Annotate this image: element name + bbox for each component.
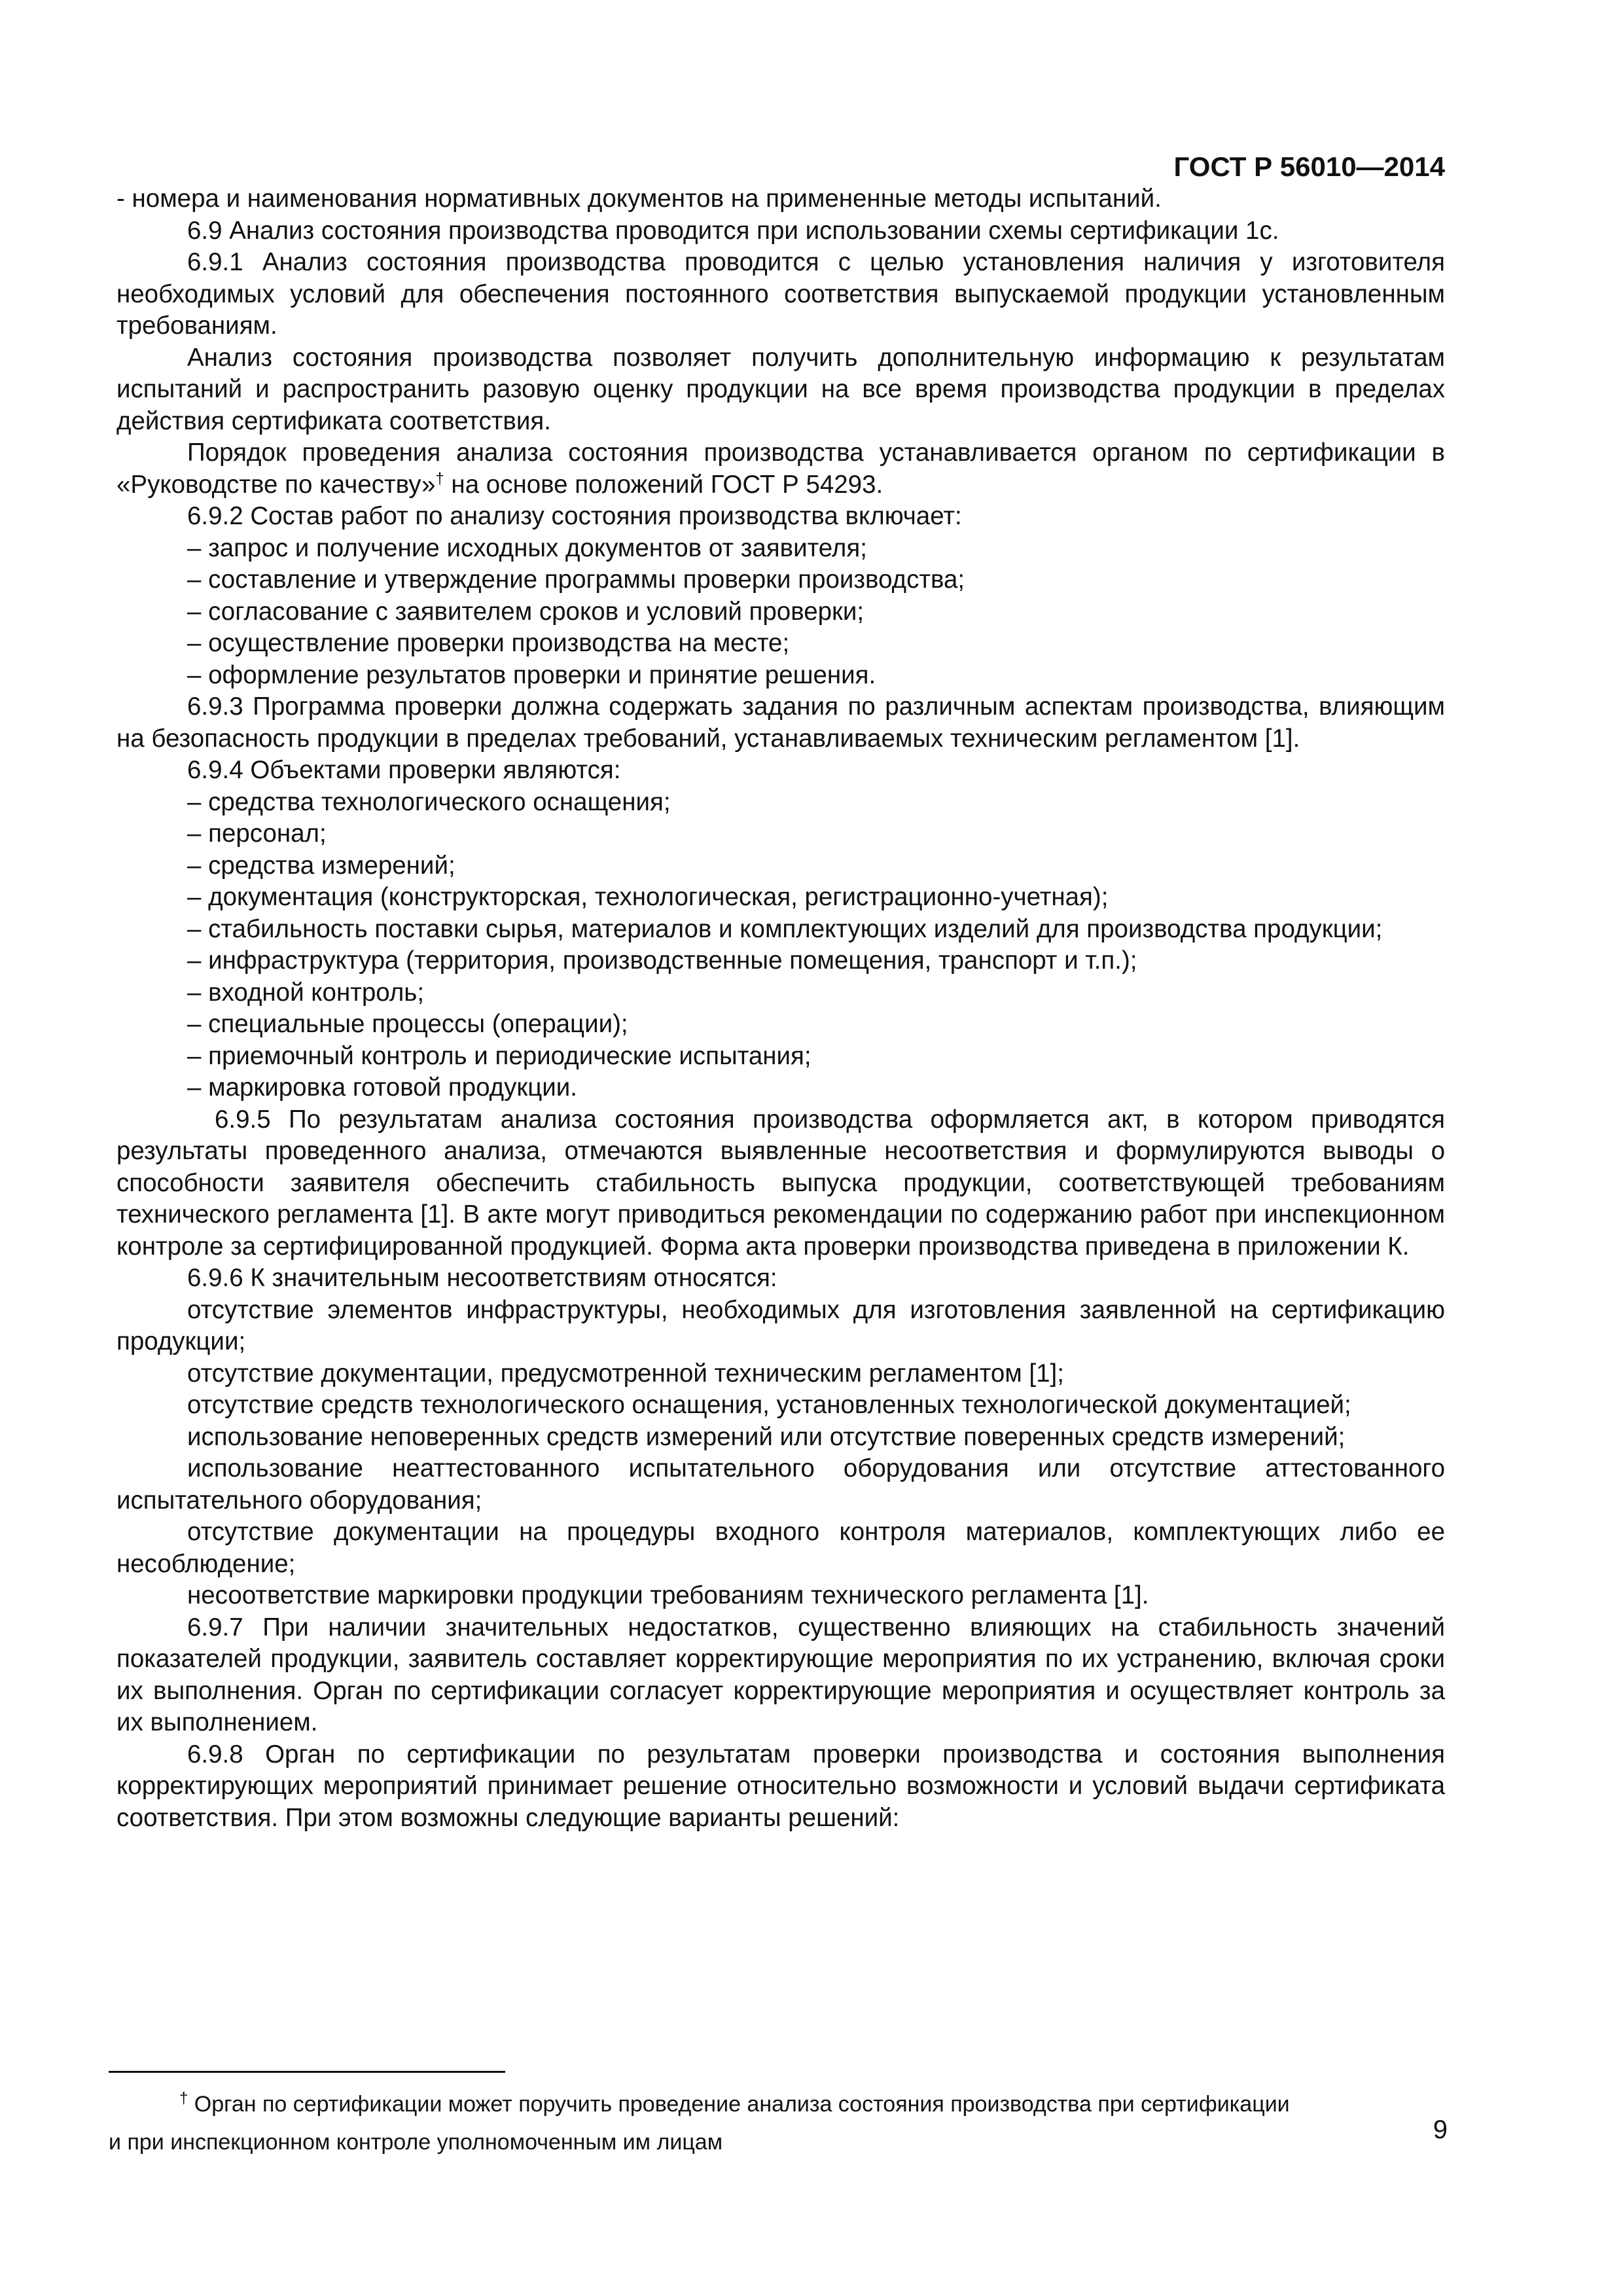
list-item: – документация (конструкторская, технологическая, регистрационно-учетная); xyxy=(187,883,1109,911)
paragraph: 6.9.1 Анализ состояния производства проводится с целью установления наличия у изготовителя необходимых условий для обеспечения постоянного соответствия выпускаемой продукции установленным требованиям. xyxy=(116,248,1445,340)
paragraph: использование неаттестованного испытательного оборудования или отсутствие аттестованного испытательного оборудования; xyxy=(116,1454,1445,1515)
footnote-text: Орган по сертификации может поручить проведение анализа состояния производства при сертификации xyxy=(188,2092,1290,2117)
list-item: – составление и утверждение программы проверки производства; xyxy=(187,565,965,594)
paragraph: 6.9.7 При наличии значительных недостатков, существенно влияющих на стабильность значений показателей продукции, заявитель составляет корректирующие мероприятия по их устранению, включая сроки их выполнения. Орган по сертификации согласует корректирующие мероприятия и осуществляет контроль за их выполнением. xyxy=(116,1613,1445,1736)
footnote-mark: † xyxy=(435,469,444,488)
list-item: – средства измерений; xyxy=(187,851,455,880)
list-item: – средства технологического оснащения; xyxy=(187,787,671,816)
list-item: – входной контроль; xyxy=(187,978,425,1007)
paragraph: отсутствие элементов инфраструктуры, необходимых для изготовления заявленной на сертификацию продукции; xyxy=(116,1295,1445,1355)
page-number: 9 xyxy=(1433,2115,1448,2144)
paragraph: 6.9.3 Программа проверки должна содержать задания по различным аспектам производства, влияющим на безопасность продукции в пределах требований, устанавливаемых техническим регламентом [1]. xyxy=(116,692,1445,753)
list-item: – специальные процессы (операции); xyxy=(187,1010,628,1038)
paragraph: Анализ состояния производства позволяет получить дополнительную информацию к результатам испытаний и распространить разовую оценку продукции на все время производства продукции в пределах действия сертификата соответствия. xyxy=(116,343,1445,435)
paragraph: 6.9.4 Объектами проверки являются: xyxy=(187,756,621,784)
paragraph: отсутствие документации, предусмотренной техническим регламентом [1]; xyxy=(187,1359,1064,1388)
paragraph: - номера и наименования нормативных документов на примененные методы испытаний. xyxy=(116,185,1162,213)
paragraph-text: на основе положений ГОСТ Р 54293. xyxy=(444,470,883,499)
document-header: ГОСТ Р 56010—2014 xyxy=(1173,151,1445,182)
list-item: – персонал; xyxy=(187,819,327,848)
paragraph: 6.9.6 К значительным несоответствиям относятся: xyxy=(187,1264,777,1292)
footnote xyxy=(109,2085,1418,2161)
footnote-mark: † xyxy=(179,2089,188,2108)
paragraph: использование неповеренных средств измерений или отсутствие поверенных средств измерений; xyxy=(187,1422,1346,1451)
footnote-separator xyxy=(109,2071,505,2073)
body-text xyxy=(116,183,1445,1834)
list-item: – стабильность поставки сырья, материалов и комплектующих изделий для производства продукции; xyxy=(187,914,1383,943)
list-item: – осуществление проверки производства на месте; xyxy=(187,629,790,657)
list-item: – маркировка готовой продукции. xyxy=(187,1073,577,1102)
paragraph: отсутствие средств технологического оснащения, установленных технологической документацией; xyxy=(187,1391,1351,1419)
page-content xyxy=(116,151,1445,1834)
paragraph: 6.9.8 Орган по сертификации по результатам проверки производства и состояния выполнения корректирующих мероприятий принимает решение относительно возможности и условий выдачи сертификата соответствия. При этом возможны следующие варианты решений: xyxy=(116,1740,1445,1832)
footnote-line: и при инспекционном контроле уполномоченным им лицам xyxy=(109,2130,723,2155)
paragraph-text: Порядок проведения анализа состояния производства устанавливается органом по сертификации в «Руководстве по качеству» xyxy=(116,439,1445,499)
list-item: – запрос и получение исходных документов от заявителя; xyxy=(187,533,867,562)
paragraph: 6.9 Анализ состояния производства проводится при использовании схемы сертификации 1с. xyxy=(187,216,1279,245)
paragraph: 6.9.5 По результатам анализа состояния производства оформляется акт, в котором приводятся результаты проведенного анализа, отмечаются выявленные несоответствия и формулируются выводы о способности заявителя обеспечить стабильность выпуска продукции, соответствующей требованиям технического регламента [1]. В акте могут приводиться рекомендации по содержанию работ при инспекционном контроле за сертифицированной продукцией. Форма акта проверки производства приведена в приложении К. xyxy=(116,1105,1445,1261)
paragraph: 6.9.2 Состав работ по анализу состояния производства включает: xyxy=(187,502,962,530)
paragraph: несоответствие маркировки продукции требованиям технического регламента [1]. xyxy=(187,1581,1149,1609)
list-item: – приемочный контроль и периодические испытания; xyxy=(187,1041,812,1070)
list-item: – согласование с заявителем сроков и условий проверки; xyxy=(187,597,865,626)
paragraph: отсутствие документации на процедуры входного контроля материалов, комплектующих либо ее несоблюдение; xyxy=(116,1518,1445,1578)
list-item: – оформление результатов проверки и принятие решения. xyxy=(187,660,876,689)
footnote-line xyxy=(109,2085,1418,2123)
list-item: – инфраструктура (территория, производственные помещения, транспорт и т.п.); xyxy=(187,946,1137,975)
paragraph xyxy=(116,437,1445,501)
